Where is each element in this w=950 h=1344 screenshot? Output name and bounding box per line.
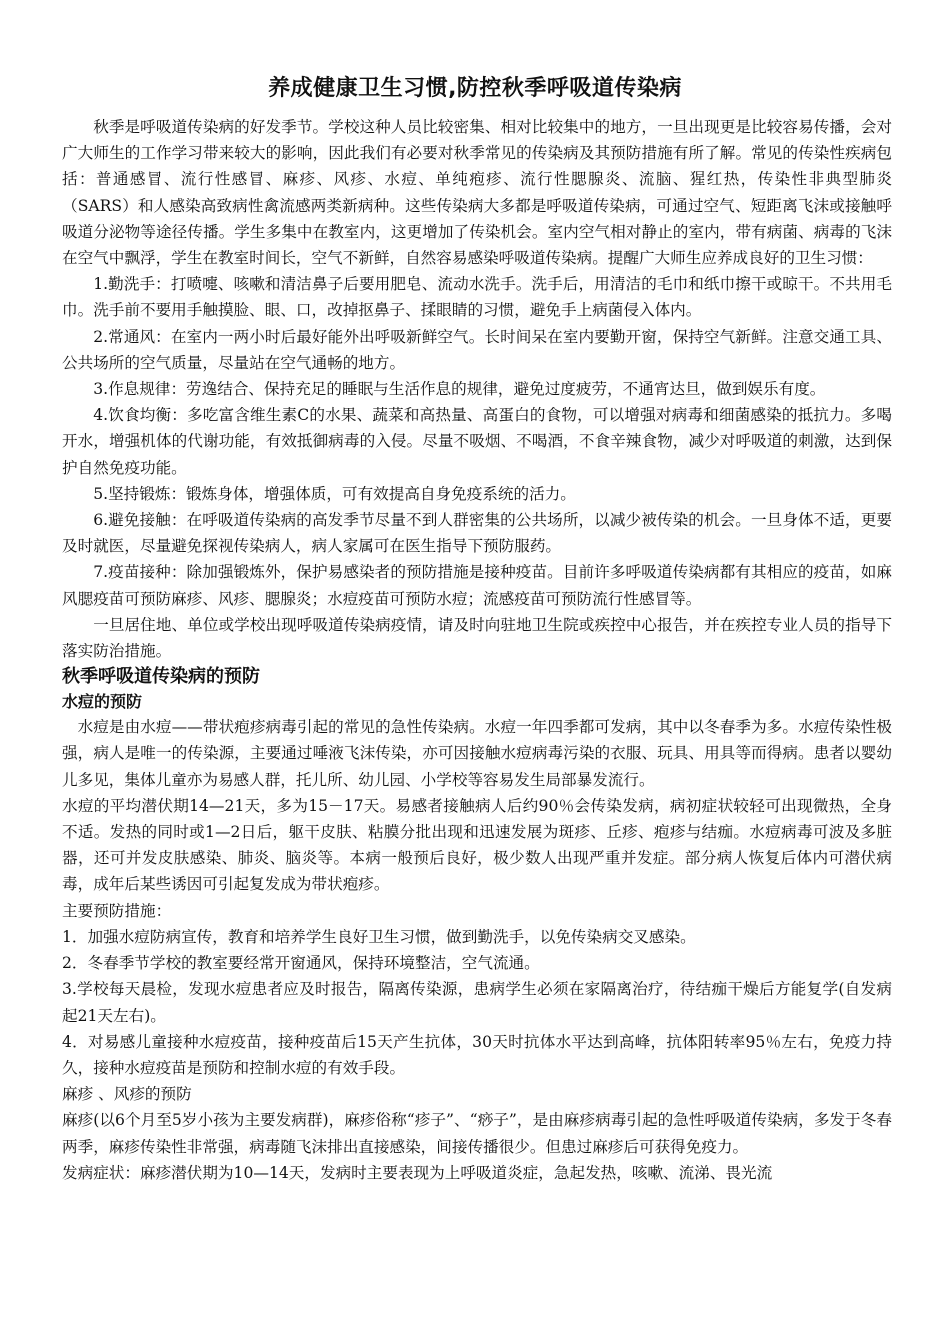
- document-body: [62, 114, 892, 1186]
- report-paragraph: 一旦居住地、单位或学校出现呼吸道传染病疫情，请及时向驻地卫生院或疾控中心报告，并在疾控专业人员的指导下落实防治措施。: [62, 615, 892, 661]
- measles-heading: 麻疹 、风疹的预防: [62, 1085, 192, 1104]
- habit-item-7: 7.疫苗接种：除加强锻炼外，保护易感染者的预防措施是接种疫苗。目前许多呼吸道传染病都有其相应的疫苗，如麻风腮疫苗可预防麻疹、风疹、腮腺炎；水痘疫苗可预防水痘；流感疫苗可预防流行性感冒等。: [62, 563, 892, 608]
- varicella-heading: 水痘的预防: [62, 692, 143, 712]
- habit-item-4: 4.饮食均衡：多吃富含维生素C的水果、蔬菜和高热量、高蛋白的食物，可以增强对病毒和细菌感染的抵抗力。多喝开水，增强机体的代谢功能，有效抵御病毒的入侵。尽量不吸烟、不喝酒，不食辛辣食物，减少对呼吸道的刺激，达到保护自然免疫功能。: [62, 406, 892, 477]
- measure-item-1: 1．加强水痘防病宣传，教育和培养学生良好卫生习惯，做到勤洗手，以免传染病交叉感染。: [62, 927, 696, 946]
- habit-item-5: 5.坚持锻炼：锻炼身体，增强体质，可有效提高自身免疫系统的活力。: [93, 484, 576, 503]
- intro-paragraph: 秋季是呼吸道传染病的好发季节。学校这种人员比较密集、相对比较集中的地方，一旦出现更是比较容易传播，会对广大师生的工作学习带来较大的影响，因此我们有必要对秋季常见的传染病及其预防措施有所了解。常见的传染性疾病包括：普通感冒、流行性感冒、麻疹、风疹、水痘、单纯疱疹、流行性腮腺炎、流脑、猩红热，传染性非典型肺炎（SARS）和人感染高致病性禽流感两类新病种。这些传染病大多都是呼吸道传染病，可通过空气、短距离飞沫或接触呼吸道分泌物等途径传播。学生多集中在教室内，这更增加了传染机会。室内空气相对静止的室内，带有病菌、病毒的飞沫在空气中飘浮，学生在教室时间长，空气不新鲜，自然容易感染呼吸道传染病。提醒广大师生应养成良好的卫生习惯：: [62, 118, 892, 268]
- varicella-paragraph-1: 水痘是由水痘——带状疱疹病毒引起的常见的急性传染病。水痘一年四季都可发病，其中以冬春季为多。水痘传染性极强，病人是唯一的传染源，主要通过唾液飞沫传染，亦可因接触水痘病毒污染的衣服、玩具、用具等而得病。患者以婴幼儿多见，集体儿童亦为易感人群，托儿所、幼儿园、小学校等容易发生局部暴发流行。: [62, 718, 892, 789]
- measure-item-3: 3.学校每天晨检，发现水痘患者应及时报告，隔离传染源，患病学生必须在家隔离治疗，待结痂干燥后方能复学(自发病起21天左右)。: [62, 980, 892, 1025]
- varicella-paragraph-2: 水痘的平均潜伏期14—21天，多为15－17天。易感者接触病人后约90％会传染发病，病初症状较轻可出现微热，全身不适。发热的同时或1—2日后，躯干皮肤、粘膜分批出现和迅速发展为斑疹、丘疹、疱疹与结痂。水痘病毒可波及多脏器，还可并发皮肤感染、肺炎、脑炎等。本病一般预后良好，极少数人出现严重并发症。部分病人恢复后体内可潜伏病毒，成年后某些诱因可引起复发成为带状疱疹。: [62, 796, 892, 894]
- measure-item-4: 4．对易感儿童接种水痘疫苗，接种疫苗后15天产生抗体，30天时抗体水平达到高峰，抗体阳转率95％左右，免疫力持久，接种水痘疫苗是预防和控制水痘的有效手段。: [62, 1032, 892, 1077]
- document-title: 养成健康卫生习惯,防控秋季呼吸道传染病: [268, 76, 682, 101]
- habit-item-2: 2.常通风：在室内一两小时后最好能外出呼吸新鲜空气。长时间呆在室内要勤开窗，保持空气新鲜。注意交通工具、公共场所的空气质量，尽量站在空气通畅的地方。: [62, 327, 892, 372]
- habit-item-3: 3.作息规律：劳逸结合、保持充足的睡眠与生活作息的规律，避免过度疲劳，不通宵达旦，做到娱乐有度。: [93, 380, 826, 399]
- measles-paragraph-2: 发病症状：麻疹潜伏期为10—14天，发病时主要表现为上呼吸道炎症，急起发热，咳嗽、流涕、畏光流: [62, 1163, 773, 1182]
- measles-paragraph-1: 麻疹(以6个月至5岁小孩为主要发病群)，麻疹俗称“疹子”、“痧子”，是由麻疹病毒引起的急性呼吸道传染病，多发于冬春两季，麻疹传染性非常强，病毒随飞沫排出直接感染，间接传播很少。但患过麻疹后可获得免疫力。: [62, 1111, 892, 1156]
- habit-item-1: 1.勤洗手：打喷嚏、咳嗽和清洁鼻子后要用肥皂、流动水洗手。洗手后，用清洁的毛巾和纸巾擦干或晾干。不共用毛巾。洗手前不要用手触摸脸、眼、口，改掉抠鼻子、揉眼睛的习惯，避免手上病菌侵入体内。: [62, 275, 892, 320]
- measure-item-2: 2．冬春季节学校的教室要经常开窗通风，保持环境整洁，空气流通。: [62, 954, 540, 973]
- measures-label: 主要预防措施：: [62, 901, 172, 920]
- section-heading: 秋季呼吸道传染病的预防: [62, 666, 260, 688]
- habit-item-6: 6.避免接触：在呼吸道传染病的高发季节尽量不到人群密集的公共场所，以减少被传染的机会。一旦身体不适，更要及时就医，尽量避免探视传染病人，病人家属可在医生指导下预防服药。: [62, 511, 892, 556]
